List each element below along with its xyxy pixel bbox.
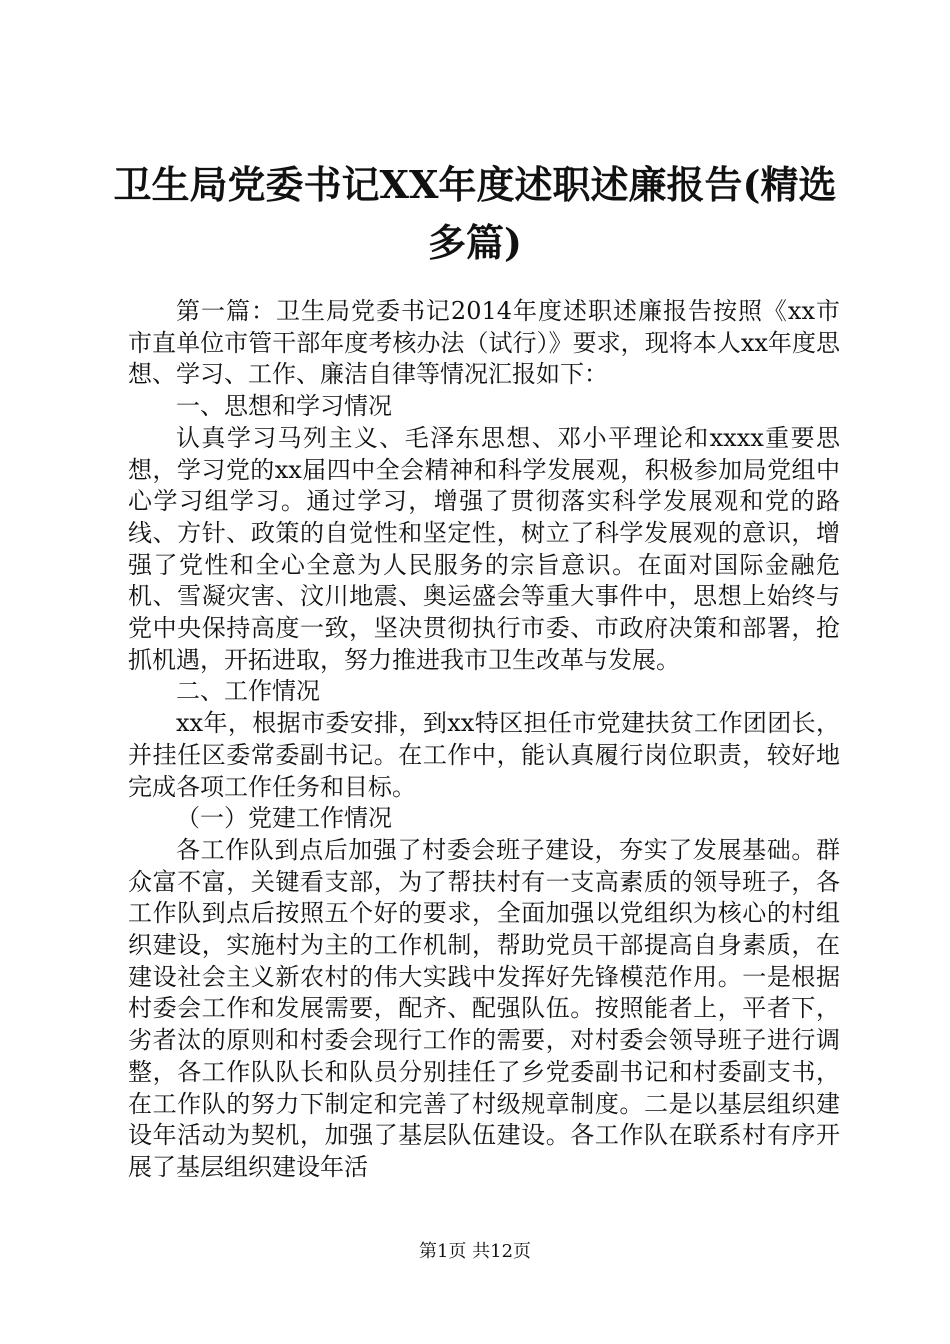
heading-work: 二、工作情况 <box>176 677 320 706</box>
document-title: 卫生局党委书记XX年度述职述廉报告(精选多篇) <box>113 162 837 265</box>
document-body <box>128 296 840 1184</box>
paragraph-intro: 第一篇：卫生局党委书记2014年度述职述廉报告按照《xx市市直单位市管干部年度考核办法（试行）》要求，现将本人xx年度思想、学习、工作、廉洁自律等情况汇报如下： <box>128 297 840 389</box>
heading-thought-study: 一、思想和学习情况 <box>176 392 392 421</box>
paragraph-work: xx年，根据市委安排，到xx特区担任市党建扶贫工作团团长，并挂任区委常委副书记。在工作中，能认真履行岗位职责，较好地完成各项工作任务和目标。 <box>128 709 840 801</box>
paragraph-party-building: 各工作队到点后加强了村委会班子建设，夯实了发展基础。群众富不富，关键看支部，为了帮扶村有一支高素质的领导班子，各工作队到点后按照五个好的要求，全面加强以党组织为核心的村组织建设，实施村为主的工作机制，帮助党员干部提高自身素质，在建设社会主义新农村的伟大实践中发挥好先锋模范作用。一是根据村委会工作和发展需要，配齐、配强队伍。按照能者上，平者下，劣者汰的原则和村委会现行工作的需要，对村委会领导班子进行调整，各工作队队长和队员分别挂任了乡党委副书记和村委副支书，在工作队的努力下制定和完善了村级规章制度。二是以基层组织建设年活动为契机，加强了基层队伍建设。各工作队在联系村有序开展了基层组织建设年活 <box>128 835 840 1181</box>
heading-party-building: （一）党建工作情况 <box>176 804 392 833</box>
page-footer: 第1页 共12页 <box>418 1241 532 1262</box>
paragraph-thought-study: 认真学习马列主义、毛泽东思想、邓小平理论和xxxx重要思想，学习党的xx届四中全会精神和科学发展观，积极参加局党组中心学习组学习。通过学习，增强了贯彻落实科学发展观和党的路线、方针、政策的自觉性和坚定性，树立了科学发展观的意识，增强了党性和全心全意为人民服务的宗旨意识。在面对国际金融危机、雪凝灾害、汶川地震、奥运盛会等重大事件中，思想上始终与党中央保持高度一致，坚决贯彻执行市委、市政府决策和部署，抢抓机遇，开拓进取，努力推进我市卫生改革与发展。 <box>128 423 840 674</box>
